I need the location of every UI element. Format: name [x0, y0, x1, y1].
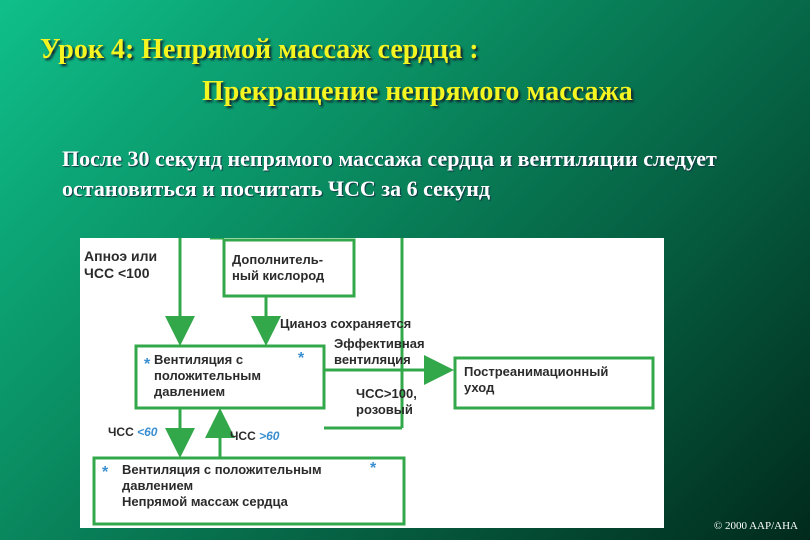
apnea-line2: ЧСС <100	[84, 265, 150, 281]
hr-above-60-label	[230, 428, 279, 444]
oxygen-label	[232, 252, 324, 284]
resuscitation-flowchart	[80, 238, 664, 528]
ppv-label	[154, 352, 261, 400]
hr-pink-label	[356, 386, 417, 418]
hr-pink-line1: ЧСС>100,	[356, 386, 417, 401]
hr-value-a: <60	[137, 425, 158, 439]
effective-ventilation-label	[334, 336, 425, 368]
effective-line1: Эффективная	[334, 336, 425, 351]
hr-label-a: ЧСС	[108, 425, 134, 439]
copyright-text: © 2000 AAP/AHA	[713, 520, 798, 532]
slide-body-text: После 30 секунд непрямого массажа сердца и вентиляции следует остановиться и посчитать ЧСС за 6 секунд	[62, 146, 717, 201]
effective-line2: вентиляция	[334, 352, 411, 367]
hr-pink-line2: розовый	[356, 402, 413, 417]
cpr-line2: давлением	[122, 478, 194, 493]
cpr-bullet-star: *	[102, 464, 109, 481]
cpr-line1: Вентиляция с положительным	[122, 462, 322, 477]
slide-title: Урок 4: Непрямой массаж сердца :	[40, 34, 479, 65]
slide-subtitle: Прекращение непрямого массажа	[202, 76, 633, 107]
post-line1: Постреанимационный	[464, 364, 609, 379]
ppv-bullet-star: *	[144, 356, 151, 373]
cpr-line3: Непрямой массаж сердца	[122, 494, 288, 509]
oxygen-line2: ный кислород	[232, 268, 325, 283]
cyanosis-label: Цианоз сохраняется	[280, 316, 412, 331]
apnea-label	[84, 248, 157, 282]
ppv-line2: положительным	[154, 368, 261, 383]
cpr-star: *	[370, 460, 377, 477]
ppv-line1: Вентиляция с	[154, 352, 244, 367]
hr-value-b: >60	[259, 429, 280, 443]
ppv-line3: давлением	[154, 384, 226, 399]
oxygen-line1: Дополнитель-	[232, 252, 324, 267]
post-resuscitation-label	[464, 364, 608, 396]
hr-label-b: ЧСС	[230, 429, 256, 443]
apnea-line1: Апноэ или	[84, 248, 158, 264]
ppv-star: *	[298, 350, 305, 367]
hr-below-60-label	[108, 424, 157, 440]
post-line2: уход	[464, 380, 495, 395]
cpr-label	[122, 462, 322, 510]
